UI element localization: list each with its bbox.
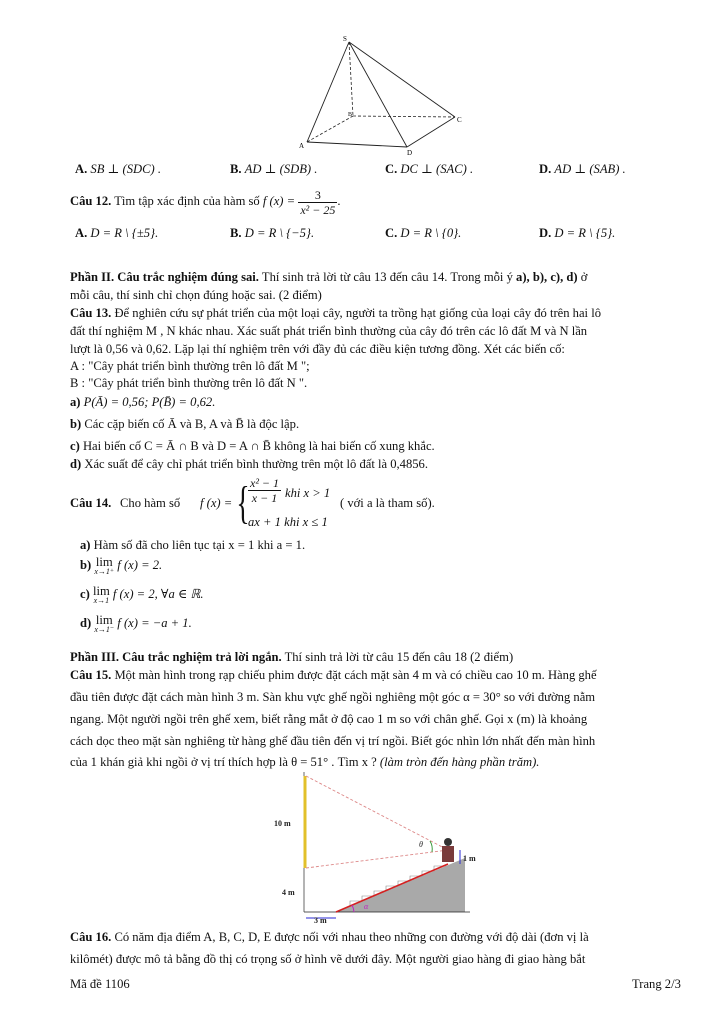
vertex-d: D <box>407 149 413 157</box>
page-number: Trang 2/3 <box>632 977 681 991</box>
pyramid-figure <box>295 32 470 157</box>
vertex-b: B <box>348 112 353 118</box>
edge-ad <box>307 142 407 147</box>
cinema-figure <box>270 772 480 924</box>
q15-line5: của 1 khán giả khi ngồi ở vị trí thích hợp là θ = 51° . Tìm x ? (làm tròn đến hàng phần trăm). <box>70 755 540 769</box>
q11-option-a[interactable]: A. SB ⊥ (SDC) . <box>75 162 162 176</box>
q14-item-d[interactable]: d) lim x→1⁻ f (x) = −a + 1. <box>80 613 192 634</box>
q11-option-c[interactable]: C. DC ⊥ (SAC) . <box>385 162 474 176</box>
q12-option-b[interactable]: B. D = R \ {−5}. <box>230 226 315 240</box>
q15-line4: cách dọc theo mặt sàn nghiêng từ hàng ghế đầu tiên đến vị trí ngồi. Biết góc nhìn lớn nhất đến màn hình <box>70 734 596 748</box>
edge-dc <box>407 117 455 147</box>
q12-option-c[interactable]: C. D = R \ {0}. <box>385 226 462 240</box>
vertex-a: A <box>299 142 305 150</box>
part2-heading-line2: mỗi câu, thí sinh chỉ chọn đúng hoặc sai. (2 điểm) <box>70 288 322 302</box>
q15-line2: đầu tiên được đặt cách màn hình 3 m. Sàn khu vực ghế ngồi nghiêng một góc α = 30° so với đường nằm <box>70 690 596 704</box>
q13-line2: đất thí nghiệm M , N khác nhau. Xác suất phát triển bình thường của cây đó trên các lô đất M và N lần <box>70 324 588 338</box>
edge-sc <box>349 42 455 117</box>
q15-line1: Câu 15. Một màn hình trong rạp chiếu phim được đặt cách mặt sàn 4 m và có chiều cao 10 m. Hàng ghế <box>70 668 597 682</box>
q12-fraction: $\frac{3}{\text{x² − 25}}$ <box>300 187 336 217</box>
q13-event-b: B : "Cây phát triển bình thường trên lô đất N ". <box>70 376 308 390</box>
part2-heading: Phần II. Câu trắc nghiệm đúng sai. Thí sinh trả lời từ câu 13 đến câu 14. Trong mỗi ý a), b), c), d) ở <box>70 270 588 284</box>
edge-sd <box>349 42 407 147</box>
q14-brace: { <box>236 477 250 528</box>
vertex-s: S <box>343 35 347 43</box>
q14-item-b[interactable]: b) lim x→1⁺ f (x) = 2. <box>80 555 163 576</box>
part3-heading: Phần III. Câu trắc nghiệm trả lời ngắn. Thí sinh trả lời từ câu 15 đến câu 18 (2 điểm) <box>70 650 514 664</box>
q14-item-c[interactable]: c) lim x→1 f (x) = 2, ∀a ∈ ℝ. <box>80 584 204 605</box>
q13-event-a: A : "Cây phát triển bình thường trên lô đất M "; <box>70 359 310 373</box>
q14-case1-fraction: $\frac{\text{x² − 1}}{x - 1}$ <box>250 476 280 505</box>
q13-item-b[interactable]: b) Các cặp biến cố Ā và B, A và B̄ là độc lập. <box>70 417 300 431</box>
q13-item-c[interactable]: c) Hai biến cố C = Ā ∩ B và D = A ∩ B̄ không là hai biến cố xung khắc. <box>70 439 435 453</box>
q13-line3: lượt là 0,56 và 0,62. Lặp lại thí nghiệm trên với đầy đủ các điều kiện tương đồng. Xét các biến cố: <box>70 342 565 356</box>
q13-item-a[interactable]: a) P(Ā) = 0,56; P(B̄) = 0,62. <box>70 395 216 409</box>
viewer <box>442 846 454 862</box>
label-alpha: α <box>364 902 369 911</box>
q15-line3: ngang. Một người ngồi trên ghế xem, biết rằng mắt ở độ cao 1 m so với chân ghế. Gọi x (m) là khoảng <box>70 712 588 726</box>
q11-option-d[interactable]: D. AD ⊥ (SAB) . <box>539 162 626 176</box>
exam-code: Mã đề 1106 <box>70 977 130 991</box>
label-10m: 10 m <box>274 819 291 828</box>
q13-item-d[interactable]: d) Xác suất để cây chỉ phát triển bình thường trên một lô đất là 0,4856. <box>70 457 428 471</box>
q11-option-b[interactable]: B. AD ⊥ (SDB) . <box>230 162 318 176</box>
edge-sb <box>349 42 353 116</box>
q12-option-d[interactable]: D. D = R \ {5}. <box>539 226 616 240</box>
label-theta: θ <box>419 840 423 849</box>
label-3m: 3 m <box>314 916 327 924</box>
label-4m: 4 m <box>282 888 295 897</box>
q12-option-a[interactable]: A. D = R \ {±5}. <box>75 226 159 240</box>
vertex-c: C <box>457 116 462 124</box>
q14-item-a[interactable]: a) Hàm số đã cho liên tục tại x = 1 khi a = 1. <box>80 538 306 552</box>
edge-bc <box>353 116 455 117</box>
edge-ab <box>307 116 353 142</box>
q12-stem: Câu 12. Tìm tập xác định của hàm số f (x) = $\frac{3}{\text{x² − 25}}$ . <box>70 187 341 217</box>
q16-line1: Câu 16. Có năm địa điểm A, B, C, D, E được nối với nhau theo những con đường với độ dài (đơn vị là <box>70 930 589 944</box>
edge-sa <box>307 42 349 142</box>
label-1m: 1 m <box>463 854 476 863</box>
q13-line1: Câu 13. Để nghiên cứu sự phát triển của một loại cây, người ta trồng hạt giống của loại cây đó trên hai lô <box>70 306 602 320</box>
q16-line2: kilômét) được mô tả bằng đồ thị có trọng số ở hình vẽ dưới đây. Một người giao hàng đi giao hàng bắt <box>70 952 586 966</box>
